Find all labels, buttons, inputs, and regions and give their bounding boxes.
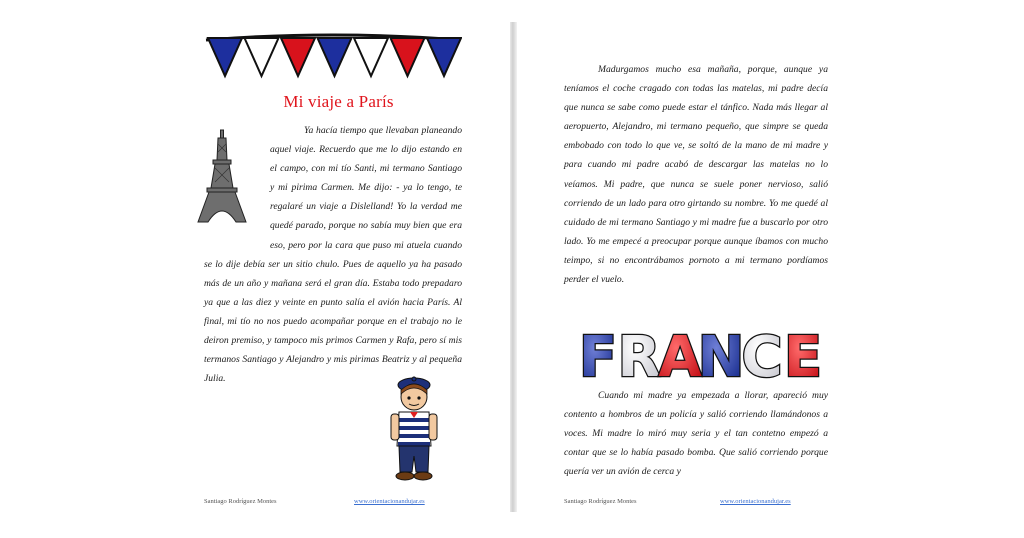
bunting-flag: [281, 38, 315, 76]
bunting-flag: [208, 38, 242, 76]
story-text-continued-2: [564, 386, 828, 481]
france-letter: A: [658, 325, 702, 384]
footer-author: Santiago Rodríguez Montes: [564, 498, 637, 505]
france-letter: N: [697, 325, 745, 384]
story-paragraph-2: Cuando mi madre ya empezada a llorar, apareció muy contento a hombros de un policía y salió corriendo llamándonos a voces. Mi madre lo miró muy seria y el tan contetno empezó a contar que se lo había pasado bomba. Que salió corriendo porque quería ver un avión de cerca y: [564, 390, 828, 478]
story-paragraph: Ya hacía tiempo que llevaban planeando aquel viaje. Recuerdo que me lo dijo estando en el campo, con mi tío Santi, mi termano Santiago y mi pirima Carmen. Me dijo: - ya lo tengo, te regalaré un viaje a Dislelland! Yo la verdad me quedé parado, porque no sabía muy bien que era eso, pero por la cara que puso mi atuela cuando se lo dije debía ser un sitio chulo. Pues de aquello ya ha pasado más de un año y mañana será el gran día. Estaba todo prepadaro ya que a las diez y veinte en punto salía el avión hacia París. Al final, mi tío no nos puedo acompañar porque en el trabajo no le deiron premiso, y tampoco mis primos Carmen y Rafa, pero sí mis termanos Santiago y Alejandro y mis pirimas Beatriz y al pequeña Julia.: [204, 125, 462, 385]
france-letter: C: [741, 325, 783, 384]
france-letter: F: [578, 325, 618, 384]
france-letter: R: [617, 325, 661, 384]
right-page: [548, 0, 848, 538]
bunting-flag: [354, 38, 388, 76]
bunting-flag: [391, 38, 425, 76]
bunting-flag: [245, 38, 279, 76]
story-text-continued: [564, 60, 828, 289]
bunting-flag: [318, 38, 352, 76]
french-flag-bunting-icon: [204, 32, 462, 90]
left-page: [186, 0, 491, 538]
france-word-banner-icon: [576, 322, 828, 384]
france-letter: E: [783, 325, 823, 384]
footer-link[interactable]: www.orientacionandujar.es: [354, 498, 425, 505]
boy-in-beret-icon: [384, 372, 444, 484]
footer-link[interactable]: www.orientacionandujar.es: [720, 498, 791, 505]
bunting-flag: [427, 38, 461, 76]
page-title: Mi viaje a París: [283, 92, 394, 111]
story-paragraph-1: Madurgamos mucho esa mañaña, porque, aunque ya teníamos el coche cragado con todas las matelas, mi padre decía que nunca se sabe como puede estar el tánfico. Nada más llegar al aeropuerto, Alejandro, mi termano pequeño, que simpre se queda embobado con todo lo que ve, se soltó de la mano de mi madre y para cuando mi padre acabó de descargar las matelas no lo veíamos. Mi padre, que nunca se suele poner nervioso, salió corriendo de un lado para otro girtando su nombre. Yo me quedé al cuidado de mi termano Santiago y mi madre fue a buscarlo por otro lado. Yo me empecé a preocupar porque aunque íbamos con mucho teimpo, si no encontrábamos pornoto a mi termano pordíamos perder el vuelo.: [564, 64, 828, 286]
story-text: [204, 121, 462, 388]
page-divider: [510, 22, 517, 512]
footer-author: Santiago Rodríguez Montes: [204, 498, 277, 505]
